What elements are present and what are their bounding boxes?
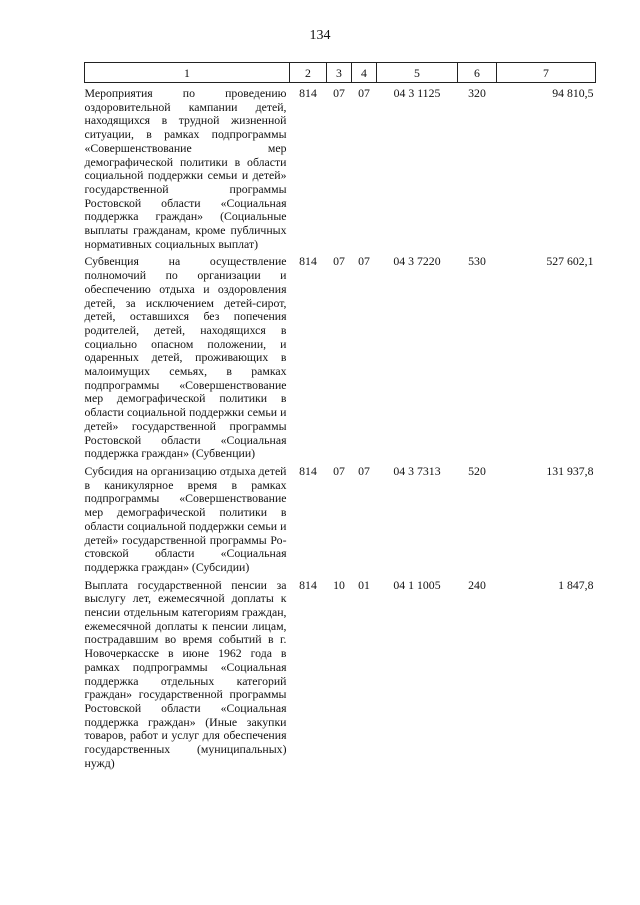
row-expense-type: 530	[468, 254, 486, 269]
row-description: Выплата государственной пенсии за выслугу лет, ежемесячной доплаты к пенсии отдельным категориям граждан, ежемесячной доплаты к пенсии лицам, пострадавшим во время событий в г. Новочеркасске в июне 1962 года в рамках подпрограммы «Социальная поддержка отдельных категорий граждан» государственной программы Ростовской области «Социальная поддержка граждан» (Иные закупки товаров, работ и услуг для обеспечения государственных (муниципальных) нужд)	[84, 577, 287, 770]
col-header-2: 2	[290, 63, 327, 83]
row-ministry-code: 814	[299, 254, 317, 269]
budget-table	[84, 62, 596, 770]
col-header-7: 7	[497, 63, 596, 83]
row-subsection-code: 07	[358, 463, 370, 478]
row-expense-type: 320	[468, 86, 486, 100]
row-section-code: 07	[333, 463, 345, 478]
row-amount: 94 810,5	[552, 86, 594, 100]
row-ministry-code: 814	[299, 463, 317, 478]
row-description: Субсидия на организацию отдыха детей в каникулярное время в рамках подпрограммы «Совершенствование мер демографической политики в области социальной поддержки семьи и детей» государственной программы Ростовской области «Социальная поддержка граждан» (Субсидии)	[84, 463, 287, 574]
table-row	[85, 461, 596, 575]
col-header-1: 1	[85, 63, 290, 83]
table-header-row	[85, 63, 596, 83]
row-ministry-code: 814	[299, 577, 317, 592]
col-header-3: 3	[327, 63, 352, 83]
row-description: Субвенция на осуществление полномочий по организации и обеспечению отдыха и оздоровления детей, за исключением детей-сирот, детей, оставшихся без попечения родителей, детей, находящихся в социально опасном положении, и одаренных детей, проживающих в малоимущих семьях, в рамках подпрограммы «Совершенствование мер демографической политики в области социальной поддержки семьи и детей» государственной программы Ростовской области «Социальная поддержка граждан» (Субвенции)	[84, 254, 287, 461]
row-section-code: 07	[333, 86, 345, 100]
table-row	[85, 83, 596, 252]
col-header-4: 4	[352, 63, 377, 83]
row-subsection-code: 07	[358, 86, 370, 100]
row-target-code: 04 3 7220	[393, 254, 441, 269]
col-header-5: 5	[377, 63, 458, 83]
row-amount: 131 937,8	[546, 463, 594, 478]
table-row	[85, 251, 596, 461]
row-target-code: 04 1 1005	[393, 577, 441, 592]
row-description: Мероприятия по проведению оздоровительной кампании детей, находящихся в трудной жизненной ситуации, в рамках подпрограммы «Совершенствование мер демографической политики в области социальной поддержки семьи и детей» государственной программы Ростовской области «Социальная поддержка граждан» (Социальные выплаты гражданам, кроме публичных нормативных социальных выплат)	[84, 86, 287, 251]
row-section-code: 07	[333, 254, 345, 269]
row-subsection-code: 01	[358, 577, 370, 592]
row-expense-type: 240	[468, 577, 486, 592]
row-section-code: 10	[333, 577, 345, 592]
row-subsection-code: 07	[358, 254, 370, 269]
row-amount: 527 602,1	[546, 254, 594, 269]
row-expense-type: 520	[468, 463, 486, 478]
page-number: 134	[309, 28, 331, 43]
row-amount: 1 847,8	[558, 577, 594, 592]
col-header-6: 6	[458, 63, 497, 83]
row-ministry-code: 814	[299, 86, 317, 100]
table-row	[85, 575, 596, 771]
row-target-code: 04 3 1125	[393, 86, 441, 100]
row-target-code: 04 3 7313	[393, 463, 441, 478]
